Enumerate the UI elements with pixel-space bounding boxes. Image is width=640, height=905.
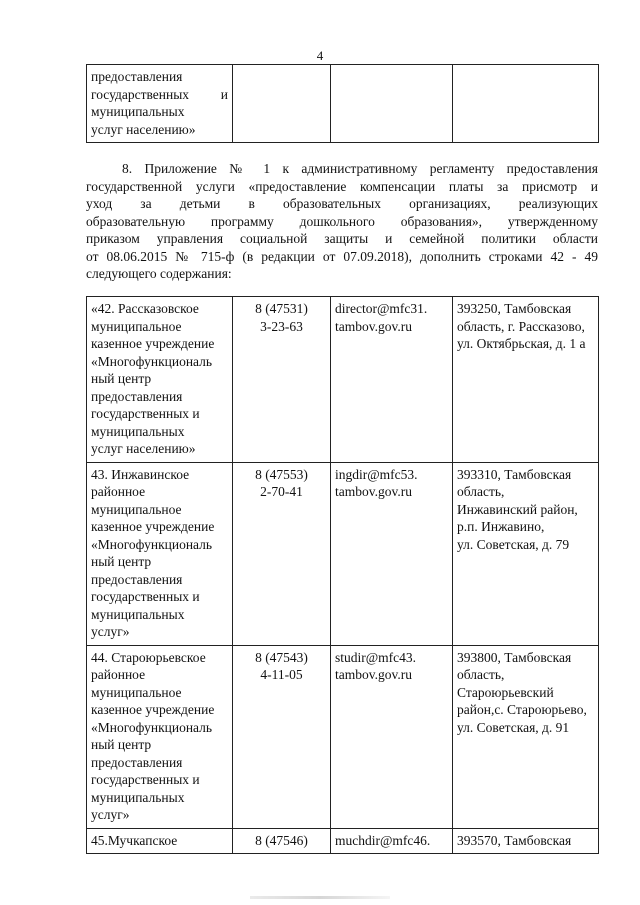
paragraph-line: от 08.06.2015 № 715-ф (в редакции от 07.09.2018), дополнить строками 42 - 49 xyxy=(86,248,598,264)
cell-address xyxy=(453,828,599,854)
cell-line: tambov.gov.ru xyxy=(335,667,412,682)
cell-line: ный центр xyxy=(91,371,152,386)
cell-line: предоставления xyxy=(91,388,183,404)
cell-line: предоставления xyxy=(91,754,183,770)
cell-line: ул. Советская, д. 91 xyxy=(457,719,570,735)
cell-line: ный центр xyxy=(91,737,152,752)
cell-line: казенное учреждение xyxy=(91,336,215,351)
table-row xyxy=(87,65,599,143)
paragraph-line: уход за детьми в образовательных организациях, реализующих xyxy=(86,196,598,211)
cell-organization xyxy=(87,645,233,828)
paragraph-line: образовательную программу дошкольного образования», утвержденному xyxy=(86,213,598,229)
cell-line: tambov.gov.ru xyxy=(335,318,412,334)
cell-line: предоставления xyxy=(91,69,183,84)
table-row xyxy=(87,645,599,828)
cell-line: государственных и xyxy=(91,86,228,102)
cell-line: ный центр xyxy=(91,554,152,569)
cell-phone xyxy=(233,65,331,143)
table-row xyxy=(87,462,599,645)
cell-line: «42. Рассказовское xyxy=(91,301,199,316)
paragraph-line: государственной услуги «предоставление компенсации платы за присмотр и xyxy=(86,178,598,194)
cell-line: muchdir@mfc46. xyxy=(335,832,431,848)
cell-line: ул. Октябрьская, д. 1 а xyxy=(457,336,586,351)
cell-address xyxy=(453,65,599,143)
cell-line: ул. Советская, д. 79 xyxy=(457,536,570,552)
cell-line: услуг» xyxy=(91,807,130,822)
cell-organization xyxy=(87,828,233,854)
cell-line: муниципальных xyxy=(91,606,185,622)
amendment-paragraph xyxy=(86,160,598,283)
cell-line: государственных и xyxy=(91,772,200,787)
cell-address xyxy=(453,462,599,645)
cell-line: Инжавинский район, xyxy=(457,501,578,517)
cell-line: муниципальное xyxy=(91,501,182,517)
paragraph-line: приказом управления социальной защиты и семейной политики области xyxy=(86,231,598,246)
cell-line: область, xyxy=(457,484,505,499)
cell-line: область, г. Рассказово, xyxy=(457,318,585,334)
cell-line: 2-70-41 xyxy=(260,484,303,499)
cell-organization xyxy=(87,462,233,645)
cell-line: «Многофункциональ xyxy=(91,719,213,735)
cell-phone xyxy=(233,645,331,828)
cell-line: государственных и xyxy=(91,589,200,604)
cell-line: 8 (47543) xyxy=(255,649,308,665)
cell-line: 8 (47531) xyxy=(255,301,308,316)
cell-line: услуг населению» xyxy=(91,441,196,456)
cell-address xyxy=(453,297,599,463)
cell-line: районное xyxy=(91,484,146,499)
cell-line: 3-23-63 xyxy=(260,318,303,334)
top-table-fragment xyxy=(86,64,599,143)
cell-line: tambov.gov.ru xyxy=(335,484,412,499)
cell-line: муниципальных xyxy=(91,104,185,119)
cell-line: район,с. Староюрьево, xyxy=(457,702,587,717)
cell-line: р.п. Инжавино, xyxy=(457,519,545,534)
scan-artifact xyxy=(250,896,390,899)
cell-line: 43. Инжавинское xyxy=(91,466,190,482)
paragraph-line: 8. Приложение № 1 к административному регламенту предоставления xyxy=(122,161,598,176)
cell-email xyxy=(331,828,453,854)
cell-line: 393250, Тамбовская xyxy=(457,301,572,316)
cell-email xyxy=(331,645,453,828)
cell-email xyxy=(331,462,453,645)
cell-line: «Многофункциональ xyxy=(91,353,213,369)
cell-organization xyxy=(87,65,233,143)
cell-line: услуг» xyxy=(91,624,130,639)
cell-line: муниципальное xyxy=(91,684,182,700)
cell-address xyxy=(453,645,599,828)
cell-phone xyxy=(233,828,331,854)
cell-line: studir@mfc43. xyxy=(335,649,417,665)
cell-line: муниципальное xyxy=(91,318,182,334)
cell-line: предоставления xyxy=(91,571,183,587)
cell-line: 393310, Тамбовская xyxy=(457,466,572,482)
table-row xyxy=(87,297,599,463)
cell-email xyxy=(331,65,453,143)
cell-line: государственных и xyxy=(91,406,200,421)
cell-line: 45.Мучкапское xyxy=(91,832,178,848)
cell-line: муниципальных xyxy=(91,789,185,805)
cell-line: муниципальных xyxy=(91,423,185,439)
cell-line: 393800, Тамбовская xyxy=(457,649,572,665)
cell-phone xyxy=(233,462,331,645)
cell-line: 393570, Тамбовская xyxy=(457,832,572,848)
paragraph-line: следующего содержания: xyxy=(86,266,232,281)
cell-line: районное xyxy=(91,667,146,682)
cell-line: услуг населению» xyxy=(91,121,196,137)
cell-line: ingdir@mfc53. xyxy=(335,466,418,482)
cell-line: 4-11-05 xyxy=(260,667,303,682)
mfc-table xyxy=(86,296,599,854)
cell-organization xyxy=(87,297,233,463)
cell-phone xyxy=(233,297,331,463)
cell-line: «Многофункциональ xyxy=(91,536,213,552)
cell-line: 8 (47553) xyxy=(255,466,308,482)
page-number: 4 xyxy=(316,48,324,63)
cell-line: director@mfc31. xyxy=(335,301,428,316)
cell-line: область, xyxy=(457,667,505,682)
cell-line: Староюрьевский xyxy=(457,684,554,700)
cell-email xyxy=(331,297,453,463)
cell-line: казенное учреждение xyxy=(91,519,215,534)
cell-line: 8 (47546) xyxy=(255,832,308,848)
table-row xyxy=(87,828,599,854)
cell-line: казенное учреждение xyxy=(91,702,215,717)
cell-line: 44. Староюрьевское xyxy=(91,649,206,665)
